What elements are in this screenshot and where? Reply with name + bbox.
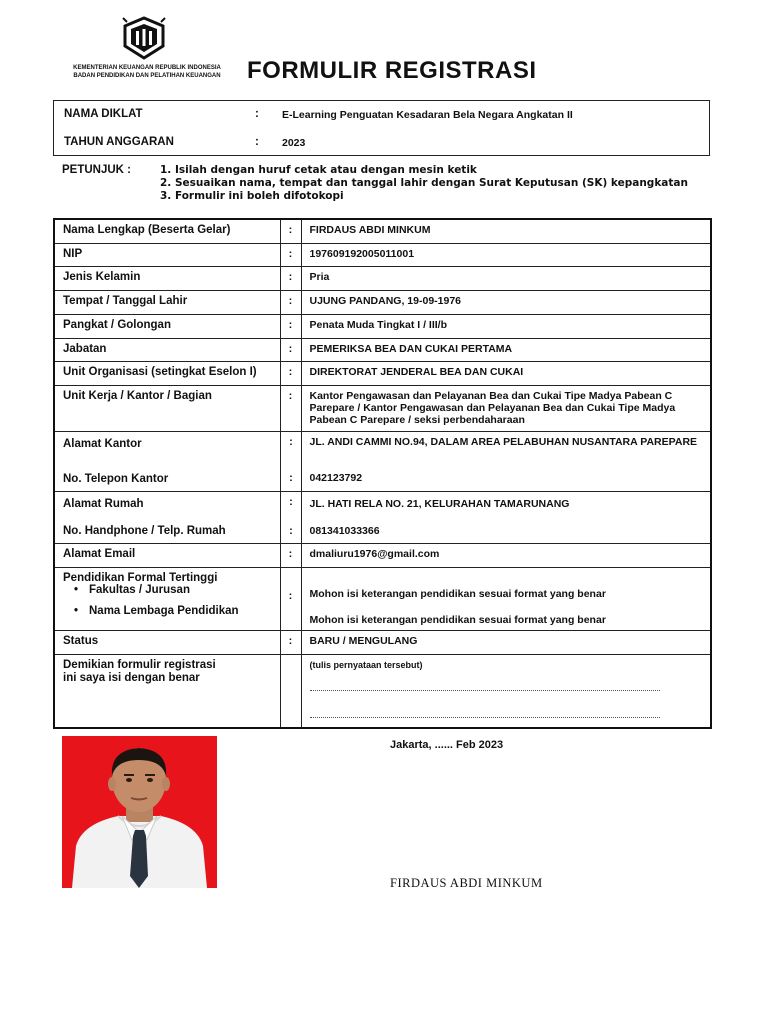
declaration-hint: (tulis pernyataan tersebut): [309, 659, 423, 670]
ministry-name: [62, 64, 232, 80]
office-phone-label: No. Telepon Kantor: [63, 472, 169, 485]
gender-field[interactable]: Pria: [301, 266, 711, 290]
home-contact-values: [301, 491, 711, 543]
instruction-item: 3. Formulir ini boleh difotokopi: [160, 190, 344, 202]
ministry-line-2: BADAN PENDIDIKAN DAN PELATIHAN KEUANGAN: [73, 73, 221, 79]
field-label: Pangkat / Golongan: [54, 314, 280, 338]
course-info-box: [53, 100, 710, 156]
colon: :: [280, 543, 301, 567]
form-row: [54, 314, 711, 338]
form-row: [54, 243, 711, 266]
form-row: [54, 385, 711, 431]
form-row: [54, 219, 711, 243]
field-label: Tempat / Tanggal Lahir: [54, 290, 280, 314]
declaration-line-2: ini saya isi dengan benar: [63, 671, 200, 684]
work-unit-field[interactable]: Kantor Pengawasan dan Pelayanan Bea dan Cukai Tipe Madya Pabean C Parepare / Kantor Pengawasan dan Pelayanan Bea dan Cukai Tipe Madya Pabean C Parepare / seksi perbendaharaan: [301, 385, 711, 431]
form-row: [54, 630, 711, 654]
nip-field[interactable]: 197609192005011001: [301, 243, 711, 266]
declaration-line-1: Demikian formulir registrasi: [63, 658, 216, 671]
colon: :: [280, 361, 301, 385]
colon-column: [280, 491, 301, 543]
field-label: NIP: [54, 243, 280, 266]
form-row: [54, 361, 711, 385]
bullet: •: [73, 604, 79, 617]
office-phone-field[interactable]: 042123792: [309, 471, 363, 484]
field-label: Jabatan: [54, 338, 280, 361]
status-field[interactable]: BARU / MENGULANG: [301, 630, 711, 654]
field-label: Unit Organisasi (setingkat Eselon I): [54, 361, 280, 385]
dotted-writing-line[interactable]: [310, 689, 660, 691]
office-address-field[interactable]: JL. ANDI CAMMI NO.94, DALAM AREA PELABUHAN NUSANTARA PAREPARE: [309, 435, 698, 448]
field-label: Jenis Kelamin: [54, 266, 280, 290]
rank-field[interactable]: Penata Muda Tingkat I / III/b: [301, 314, 711, 338]
institution-item: [63, 605, 272, 617]
instructions-list: [160, 164, 688, 203]
form-row: [54, 491, 711, 543]
declaration-area[interactable]: [301, 654, 711, 728]
colon: :: [280, 630, 301, 654]
faculty-field[interactable]: Mohon isi keterangan pendidikan sesuai format yang benar: [309, 587, 606, 600]
form-row: [54, 290, 711, 314]
education-label: Pendidikan Formal Tertinggi: [63, 571, 218, 584]
form-row: [54, 338, 711, 361]
course-name-label: NAMA DIKLAT: [64, 108, 143, 120]
registration-form-table: [53, 218, 712, 729]
colon: :: [280, 219, 301, 243]
home-phone-field[interactable]: 081341033366: [309, 524, 380, 537]
field-label: Unit Kerja / Kantor / Bagian: [54, 385, 280, 431]
signature-place-date: Jakarta, ...... Feb 2023: [390, 739, 504, 751]
colon: :: [288, 589, 293, 602]
ministry-logo: [119, 16, 169, 60]
colon: :: [280, 385, 301, 431]
education-values: [301, 567, 711, 630]
home-contact-labels: [54, 491, 280, 543]
profile-photo: [62, 736, 217, 888]
colon-column: [280, 431, 301, 491]
colon: :: [289, 435, 293, 448]
instructions-label: PETUNJUK :: [62, 164, 132, 176]
form-title: FORMULIR REGISTRASI: [247, 57, 537, 84]
colon: :: [280, 314, 301, 338]
colon: :: [255, 108, 259, 120]
colon: :: [280, 338, 301, 361]
colon-column: [280, 654, 301, 728]
declaration-label: [54, 654, 280, 728]
email-field[interactable]: dmaliuru1976@gmail.com: [301, 543, 711, 567]
field-label: Status: [54, 630, 280, 654]
faculty-label: Fakultas / Jurusan: [89, 583, 190, 596]
colon: :: [280, 290, 301, 314]
colon: :: [289, 495, 293, 508]
form-row: [54, 567, 711, 630]
organization-unit-field[interactable]: DIREKTORAT JENDERAL BEA DAN CUKAI: [301, 361, 711, 385]
bullet: •: [73, 583, 79, 596]
colon: :: [280, 243, 301, 266]
field-label: Nama Lengkap (Beserta Gelar): [54, 219, 280, 243]
dotted-writing-line[interactable]: [310, 716, 660, 718]
budget-year-label: TAHUN ANGGARAN: [64, 136, 174, 148]
faculty-item: [63, 584, 272, 596]
position-field[interactable]: PEMERIKSA BEA DAN CUKAI PERTAMA: [301, 338, 711, 361]
home-address-label: Alamat Rumah: [63, 497, 144, 510]
form-row: [54, 543, 711, 567]
form-row: [54, 654, 711, 728]
instruction-item: 2. Sesuaikan nama, tempat dan tanggal lahir dengan Surat Keputusan (SK) kepangkatan: [160, 177, 688, 189]
colon: :: [289, 524, 293, 537]
full-name-field[interactable]: FIRDAUS ABDI MINKUM: [301, 219, 711, 243]
education-labels: [54, 567, 280, 630]
office-contact-labels: [54, 431, 280, 491]
institution-field[interactable]: Mohon isi keterangan pendidikan sesuai format yang benar: [309, 613, 606, 626]
signature-name: FIRDAUS ABDI MINKUM: [390, 876, 543, 890]
form-row: [54, 266, 711, 290]
home-address-field[interactable]: JL. HATI RELA NO. 21, KELURAHAN TAMARUNANG: [309, 497, 570, 510]
colon: :: [289, 471, 293, 484]
field-label: Alamat Email: [54, 543, 280, 567]
institution-label: Nama Lembaga Pendidikan: [89, 604, 239, 617]
budget-year-value: 2023: [282, 137, 306, 149]
office-contact-values: [301, 431, 711, 491]
colon-column: [280, 567, 301, 630]
office-address-label: Alamat Kantor: [63, 437, 142, 450]
colon: :: [255, 136, 259, 148]
ministry-line-1: KEMENTERIAN KEUANGAN REPUBLIK INDONESIA: [73, 65, 221, 71]
form-row: [54, 431, 711, 491]
colon: :: [280, 266, 301, 290]
course-name-value: E-Learning Penguatan Kesadaran Bela Negara Angkatan II: [282, 109, 573, 121]
home-phone-label: No. Handphone / Telp. Rumah: [63, 524, 226, 537]
birth-place-date-field[interactable]: UJUNG PANDANG, 19-09-1976: [301, 290, 711, 314]
instruction-item: 1. Isilah dengan huruf cetak atau dengan mesin ketik: [160, 164, 477, 176]
